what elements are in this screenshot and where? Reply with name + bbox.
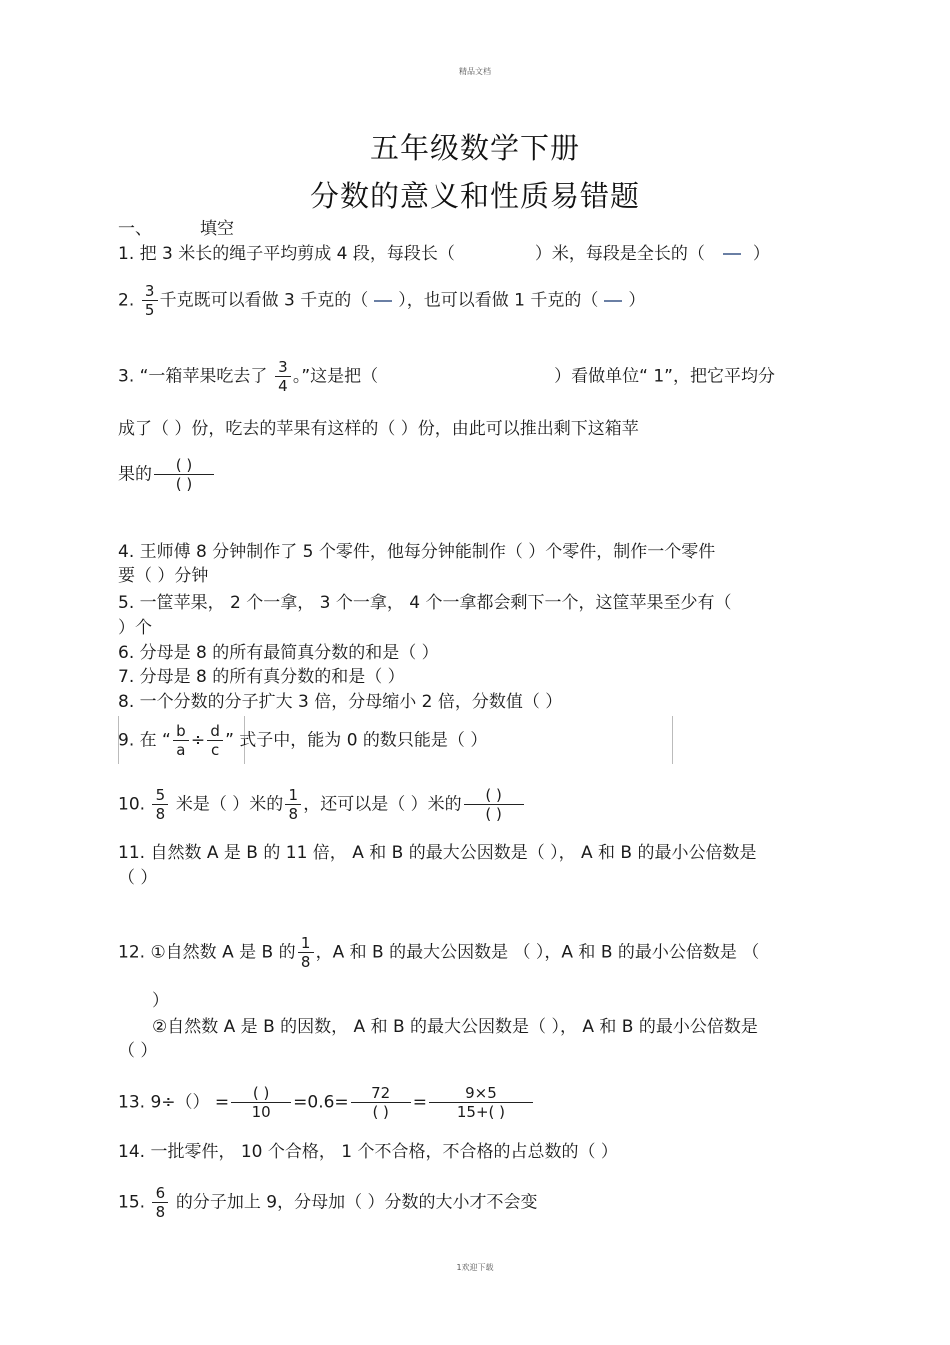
q3-text-a: 。”这是把（ bbox=[292, 366, 379, 387]
q9-text-pre: 9. 在 “ bbox=[118, 730, 171, 751]
fraction-d-c bbox=[207, 722, 223, 759]
q3-text-pre: 3. “一箱苹果吃去了 bbox=[118, 366, 268, 387]
fraction-numerator: 3 bbox=[275, 358, 291, 377]
title-topic: 分数的意义和性质易错题 bbox=[309, 179, 640, 213]
question-5-line-2: ）个 bbox=[118, 618, 152, 638]
question-11: 11. 自然数 A 是 B 的 11 倍， A 和 B 的最大公因数是（ ）， A 和 B 的最小公倍数是 bbox=[118, 843, 757, 863]
fraction-denominator: a bbox=[176, 741, 186, 759]
question-5: 5. 一筐苹果， 2 个一拿， 3 个一拿， 4 个一拿都会剩下一个，这筐苹果至少有（ bbox=[118, 593, 732, 613]
q13-text-b: = bbox=[412, 1092, 427, 1113]
q2-number: 2. bbox=[118, 290, 135, 311]
question-12-line-2: ） bbox=[152, 991, 169, 1011]
title-grade: 五年级数学下册 bbox=[369, 131, 580, 165]
divide-sign: ÷ bbox=[190, 730, 206, 751]
blank-dash-icon bbox=[374, 300, 392, 302]
fraction-denominator: 10 bbox=[251, 1103, 271, 1121]
q9-text-a: ” 式子中，能为 0 的数只能是（ ） bbox=[225, 730, 488, 751]
fraction-b-a bbox=[173, 722, 189, 759]
fraction-3-5 bbox=[142, 282, 158, 319]
fraction-numerator: 1 bbox=[298, 934, 314, 953]
fraction-denominator: c bbox=[210, 741, 220, 759]
question-12 bbox=[118, 934, 759, 971]
fraction-denominator: 8 bbox=[288, 805, 299, 823]
question-4-line-2: 要（ ）分钟 bbox=[118, 566, 209, 586]
fraction-9x5 bbox=[429, 1084, 533, 1121]
fraction-5-8 bbox=[152, 786, 168, 823]
question-12-part-2: ②自然数 A 是 B 的因数， A 和 B 的最大公因数是（ ）， A 和 B 的最小公倍数是 bbox=[152, 1017, 758, 1037]
fraction-numerator: 72 bbox=[351, 1084, 411, 1103]
fraction-numerator: b bbox=[173, 722, 189, 741]
fraction-denominator: 15+( ) bbox=[456, 1103, 505, 1121]
question-6: 6. 分母是 8 的所有最简真分数的和是（ ） bbox=[118, 643, 439, 663]
q1-text-c: ） bbox=[752, 244, 770, 264]
question-4: 4. 王师傅 8 分钟制作了 5 个零件，他每分钟能制作（ ）个零件，制作一个零件 bbox=[118, 542, 716, 562]
fraction-numerator: ( ) bbox=[464, 786, 524, 805]
question-3 bbox=[118, 358, 775, 395]
fraction-numerator: 6 bbox=[152, 1184, 168, 1203]
q12-text-a: ，A 和 B 的最大公因数是 （ ），A 和 B 的最小公倍数是 （ bbox=[315, 942, 760, 963]
q1-text-b: ）米，每段是全长的（ bbox=[534, 244, 705, 264]
q2-text-c: ） bbox=[628, 290, 646, 311]
question-14: 14. 一批零件， 10 个合格， 1 个不合格，不合格的占总数的（ ） bbox=[118, 1142, 618, 1162]
question-12-part-2-line-2: （ ） bbox=[118, 1041, 158, 1061]
section-heading bbox=[118, 218, 234, 240]
fraction-3-4 bbox=[275, 358, 291, 395]
fraction-denominator: 5 bbox=[144, 301, 155, 319]
fraction-numerator: ( ) bbox=[154, 456, 214, 475]
q15-text-a: 的分子加上 9，分母加（ ）分数的大小才不会变 bbox=[175, 1192, 538, 1213]
fraction-denominator: ( ) bbox=[175, 475, 193, 493]
q3-text-b: ）看做单位“ 1”，把它平均分 bbox=[554, 366, 775, 387]
fraction-blank-10 bbox=[231, 1084, 291, 1121]
q15-number: 15. bbox=[118, 1192, 146, 1213]
question-15 bbox=[118, 1184, 537, 1221]
section-label: 填空 bbox=[200, 219, 234, 239]
right-bracket-line bbox=[672, 716, 673, 764]
question-3-line-2: 成了（ ）份，吃去的苹果有这样的（ ）份，由此可以推出剩下这箱苹 bbox=[118, 419, 639, 439]
q2-text-a: 千克既可以看做 3 千克的（ bbox=[159, 290, 369, 311]
q13-text-a: =0.6= bbox=[293, 1092, 349, 1113]
fraction-denominator: 8 bbox=[155, 1203, 166, 1221]
fraction-denominator: 4 bbox=[278, 377, 288, 395]
q3-text-pre: 果的 bbox=[118, 464, 152, 485]
question-9 bbox=[118, 722, 487, 759]
fraction-denominator: ( ) bbox=[485, 805, 502, 823]
fraction-72-blank bbox=[351, 1084, 411, 1121]
fraction-numerator: 3 bbox=[142, 282, 158, 301]
question-3-line-3 bbox=[118, 456, 216, 493]
q13-text-pre: 13. 9÷（） = bbox=[118, 1092, 230, 1113]
fraction-numerator: ( ) bbox=[231, 1084, 291, 1103]
page-header: 精品文档 bbox=[459, 67, 491, 76]
blank-dash-icon bbox=[604, 300, 622, 302]
fraction-1-8 bbox=[298, 934, 314, 971]
fraction-numerator: 5 bbox=[152, 786, 168, 805]
section-number: 一、 bbox=[118, 219, 152, 239]
fraction-numerator: d bbox=[207, 722, 223, 741]
question-2 bbox=[118, 282, 645, 319]
page-footer: 1欢迎下载 bbox=[456, 1263, 494, 1272]
q2-text-b: ），也可以看做 1 千克的（ bbox=[398, 290, 599, 311]
q10-number: 10. bbox=[118, 794, 146, 815]
q12-text-pre: 12. ①自然数 A 是 B 的 bbox=[118, 942, 296, 963]
fraction-denominator: ( ) bbox=[372, 1103, 389, 1121]
fraction-numerator: 9×5 bbox=[429, 1084, 533, 1103]
fraction-numerator: 1 bbox=[285, 786, 301, 805]
question-8: 8. 一个分数的分子扩大 3 倍，分母缩小 2 倍，分数值（ ） bbox=[118, 692, 563, 712]
fraction-6-8 bbox=[152, 1184, 168, 1221]
question-11-line-2: （ ） bbox=[118, 868, 158, 888]
fraction-1-8 bbox=[285, 786, 301, 823]
blank-dash-icon bbox=[723, 253, 741, 255]
question-13 bbox=[118, 1084, 535, 1121]
q1-text-a: 1. 把 3 米长的绳子平均剪成 4 段，每段长（ bbox=[118, 244, 455, 264]
fraction-denominator: 8 bbox=[155, 805, 166, 823]
q10-text-b: ，还可以是（ ）米的 bbox=[303, 794, 462, 815]
question-7: 7. 分母是 8 的所有真分数的和是（ ） bbox=[118, 667, 405, 687]
fraction-blank bbox=[154, 456, 214, 493]
q10-text-a: 米是（ ）米的 bbox=[175, 794, 284, 815]
fraction-denominator: 8 bbox=[300, 953, 311, 971]
question-10 bbox=[118, 786, 526, 823]
question-1 bbox=[118, 243, 770, 265]
fraction-blank bbox=[464, 786, 524, 823]
